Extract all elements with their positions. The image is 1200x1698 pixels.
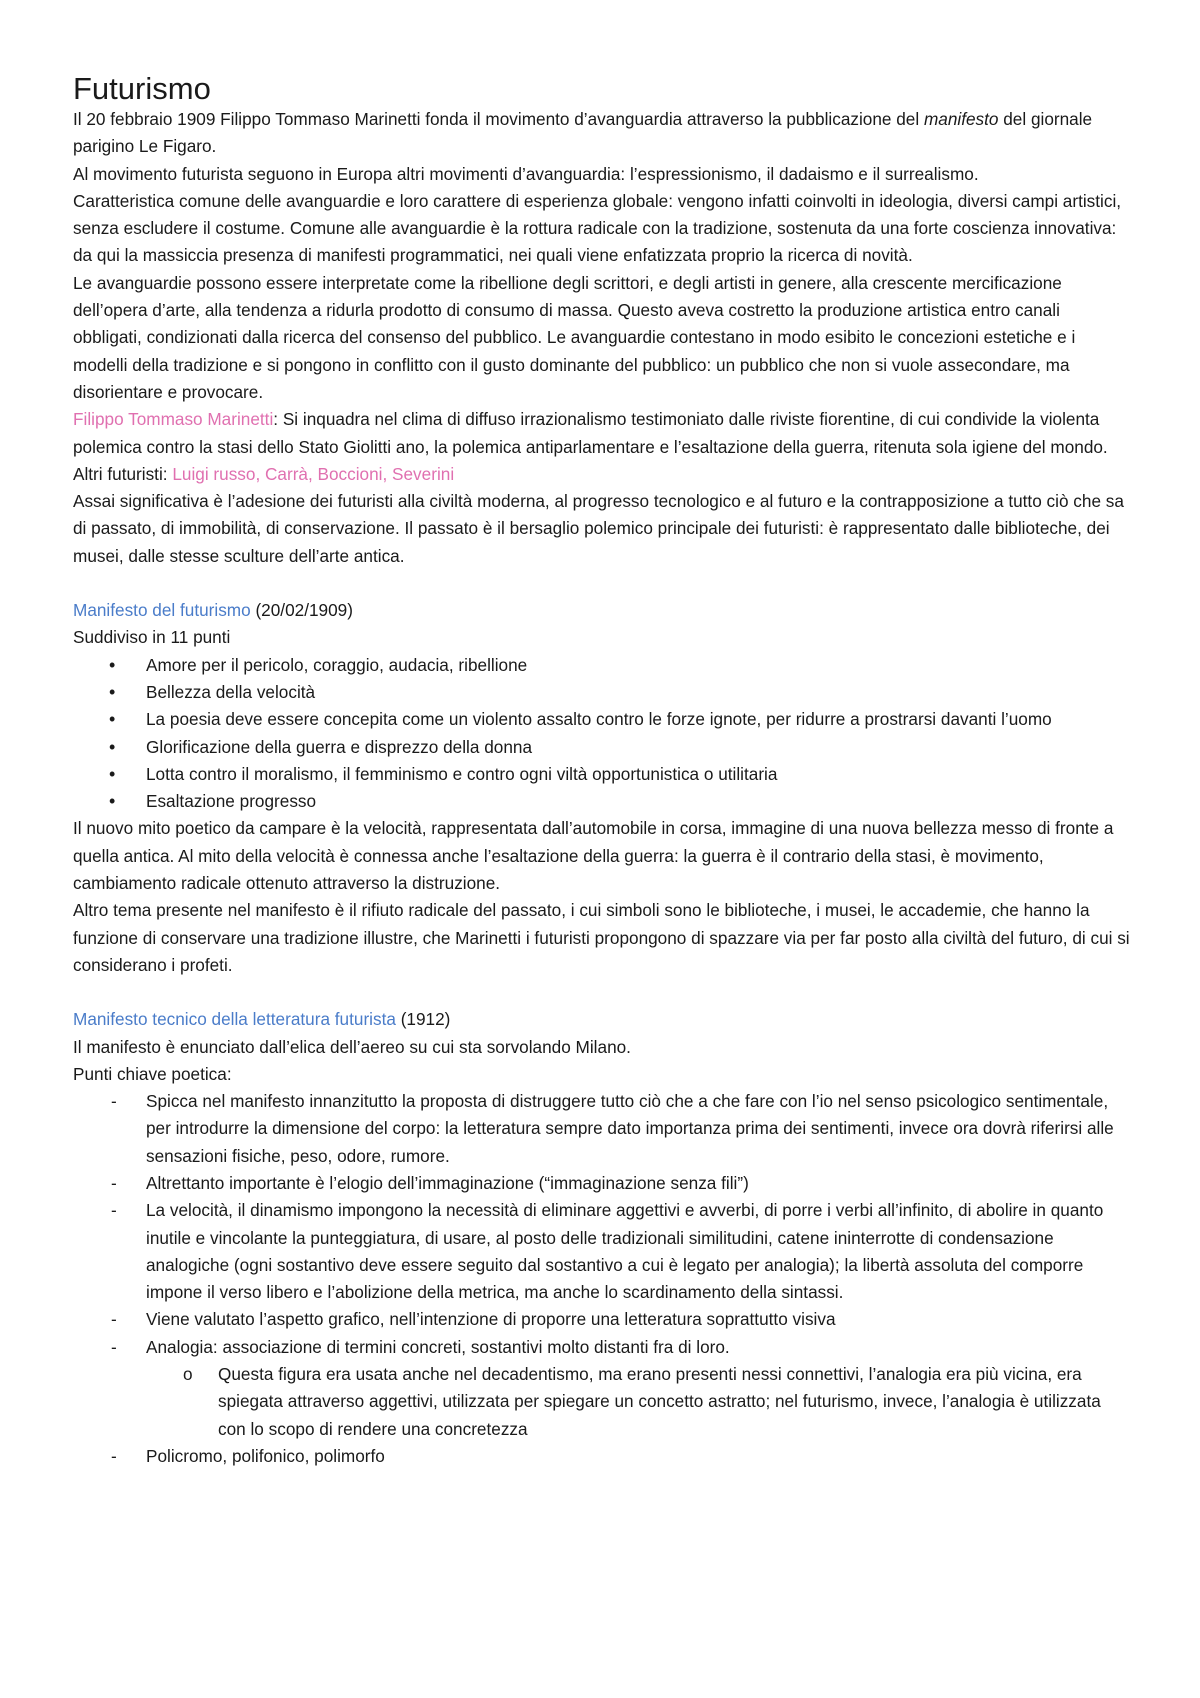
list-item: - Altrettanto importante è l’elogio dell’immaginazione (“immaginazione senza fili”) (73, 1170, 1133, 1197)
dash-marker: - (111, 1445, 117, 1466)
list-item: o Questa figura era usata anche nel decadentismo, ma erano presenti nessi connettivi, l’analogia era più vicina, era spiegata attraverso aggettivi, utilizzata per spiegare un concetto astratto; nel futurismo, invece, l’analogia è utilizzata con lo scopo di rendere una concretezza (73, 1361, 1133, 1443)
intro-paragraph-3: Caratteristica comune delle avanguardie e loro carattere di esperienza globale: vengono infatti coinvolti in ideologia, diversi campi artistici, senza escludere il costume. Comune alle avanguardie è la rottura radicale con la tradizione, sostenuta da una forte coscienza innovativa: da qui la massiccia presenza di manifesti programmatici, nei quali viene enfatizzata proprio la ricerca di novità. (73, 190, 1122, 266)
tecnico-line-1: Il manifesto è enunciato dall’elica dell’aereo su cui sta sorvolando Milano. (73, 1036, 631, 1057)
intro-paragraph-2: Al movimento futurista seguono in Europa altri movimenti d’avanguardia: l’espressionismo, il dadaismo e il surrealismo. (73, 163, 979, 184)
bullet-marker: • (109, 791, 116, 812)
intro-paragraph-5: Assai significativa è l’adesione dei futuristi alla civiltà moderna, al progresso tecnologico e al futuro e la contrapposizione a tutto ciò che sa di passato, di immobilità, di conservazione. Il passato è il bersaglio polemico principale dei futuristi: è rappresentato dalle biblioteche, dei musei, dalle stesse sculture dell’arte antica. (73, 491, 1124, 566)
list-item: - Viene valutato l’aspetto grafico, nell’intenzione di proporre una letteratura soprattutto visiva (73, 1306, 1133, 1333)
manifesto-subtitle: Suddiviso in 11 punti (73, 627, 231, 648)
list-item: • Esaltazione progresso (73, 788, 1133, 815)
manifesto-paragraph-1: Il nuovo mito poetico da campare è la velocità, rappresentata dall’automobile in corsa, immagine di una nuova bellezza messo di fronte a quella antica. Al mito della velocità è connessa anche l’esaltazione della guerra: la guerra è il contrario della stasi, è movimento, cambiamento radicale ottenuto attraverso la distruzione. (73, 818, 1114, 894)
circle-marker: o (183, 1364, 193, 1385)
document-page (73, 70, 1133, 1470)
list-item: - La velocità, il dinamismo impongono la necessità di eliminare aggettivi e avverbi, di porre i verbi all’infinito, di abolire in quanto inutile e vincolante la punteggiatura, di usare, al posto delle tradizionali similitudini, catene ininterrotte di condensazione analogiche (ogni sostantivo deve essere seguito dal sostantivo a cui è legato per analogia); la libertà assoluta del comporre impone il verso libero e l’abolizione della metrica, ma anche lo scardinamento della sintassi. (73, 1197, 1133, 1306)
dash-marker: - (111, 1172, 117, 1193)
list-item: • Glorificazione della guerra e disprezzo della donna (73, 734, 1133, 761)
list-item: • Amore per il pericolo, coraggio, audacia, ribellione (73, 652, 1133, 679)
tecnico-line-2: Punti chiave poetica: (73, 1063, 232, 1084)
altri-futuristi-line: Altri futuristi: Luigi russo, Carrà, Boccioni, Severini (73, 463, 455, 484)
intro-paragraph-4: Le avanguardie possono essere interpretate come la ribellione degli scrittori, e degli artisti in genere, alla crescente mercificazione dell’opera d’arte, alla tendenza a ridurla prodotto di consumo di massa. Questo aveva costretto la produzione artistica entro canali obbligati, condizionati dalla ricerca del consenso del pubblico. Le avanguardie contestano in modo esibito le concezioni estetiche e i modelli della tradizione e si pongono in conflitto con il gusto dominante del pubblico: un pubblico che non si vuole assecondare, ma disorientare e provocare. (73, 272, 1076, 402)
marinetti-paragraph: Filippo Tommaso Marinetti: Si inquadra nel clima di diffuso irrazionalismo testimoniato dalle riviste fiorentine, di cui condivide la violenta polemica contro la stasi dello Stato Giolitti ano, la polemica antiparlamentare e l’esaltazione della guerra, ritenuta sola igiene del mondo. (73, 409, 1108, 457)
manifesto-italic: manifesto (923, 109, 999, 129)
intro-paragraph-1: Il 20 febbraio 1909 Filippo Tommaso Marinetti fonda il movimento d’avanguardia attraverso la pubblicazione del manifesto del giornale parigino Le Figaro. (73, 109, 1093, 157)
altri-futuristi-names: Luigi russo, Carrà, Boccioni, Severini (172, 463, 455, 484)
list-item: - Policromo, polifonico, polimorfo (73, 1443, 1133, 1470)
dash-marker: - (111, 1336, 117, 1357)
list-item: - Spicca nel manifesto innanzitutto la proposta di distruggere tutto ciò che a che fare con l’io nel senso psicologico sentimentale, per introdurre la dimensione del corpo: la letteratura sempre dato importanza prima dei sentimenti, invece ora dovrà riferirsi alle sensazioni fisiche, peso, odore, rumore. (73, 1088, 1133, 1170)
tecnico-sub-list (73, 1361, 1133, 1443)
list-item: - Analogia: associazione di termini concreti, sostantivi molto distanti fra di loro. (73, 1334, 1133, 1361)
bullet-marker: • (109, 763, 116, 784)
marinetti-name: Filippo Tommaso Marinetti (73, 409, 274, 430)
bullet-marker: • (109, 709, 116, 730)
bullet-marker: • (109, 654, 116, 675)
list-item: • La poesia deve essere concepita come un violento assalto contro le forze ignote, per ridurre a prostrarsi davanti l’uomo (73, 706, 1133, 733)
dash-marker: - (111, 1309, 117, 1330)
list-item: • Bellezza della velocità (73, 679, 1133, 706)
tecnico-points-list (73, 1088, 1133, 1361)
manifesto-heading: Manifesto del futurismo (20/02/1909) (73, 600, 353, 621)
list-item: • Lotta contro il moralismo, il femminismo e contro ogni viltà opportunistica o utilitaria (73, 761, 1133, 788)
page-title: Futurismo (73, 71, 211, 106)
bullet-marker: • (109, 736, 116, 757)
bullet-marker: • (109, 681, 116, 702)
tecnico-points-list-end (73, 1443, 1133, 1470)
dash-marker: - (111, 1200, 117, 1221)
tecnico-heading: Manifesto tecnico della letteratura futurista (1912) (73, 1009, 451, 1030)
manifesto-paragraph-2: Altro tema presente nel manifesto è il rifiuto radicale del passato, i cui simboli sono le biblioteche, i musei, le accademie, che hanno la funzione di conservare una tradizione illustre, che Marinetti i futuristi propongono di spazzare via per far posto alla civiltà del futuro, di cui si considerano i profeti. (73, 900, 1130, 975)
dash-marker: - (111, 1091, 117, 1112)
manifesto-points-list (73, 652, 1133, 816)
